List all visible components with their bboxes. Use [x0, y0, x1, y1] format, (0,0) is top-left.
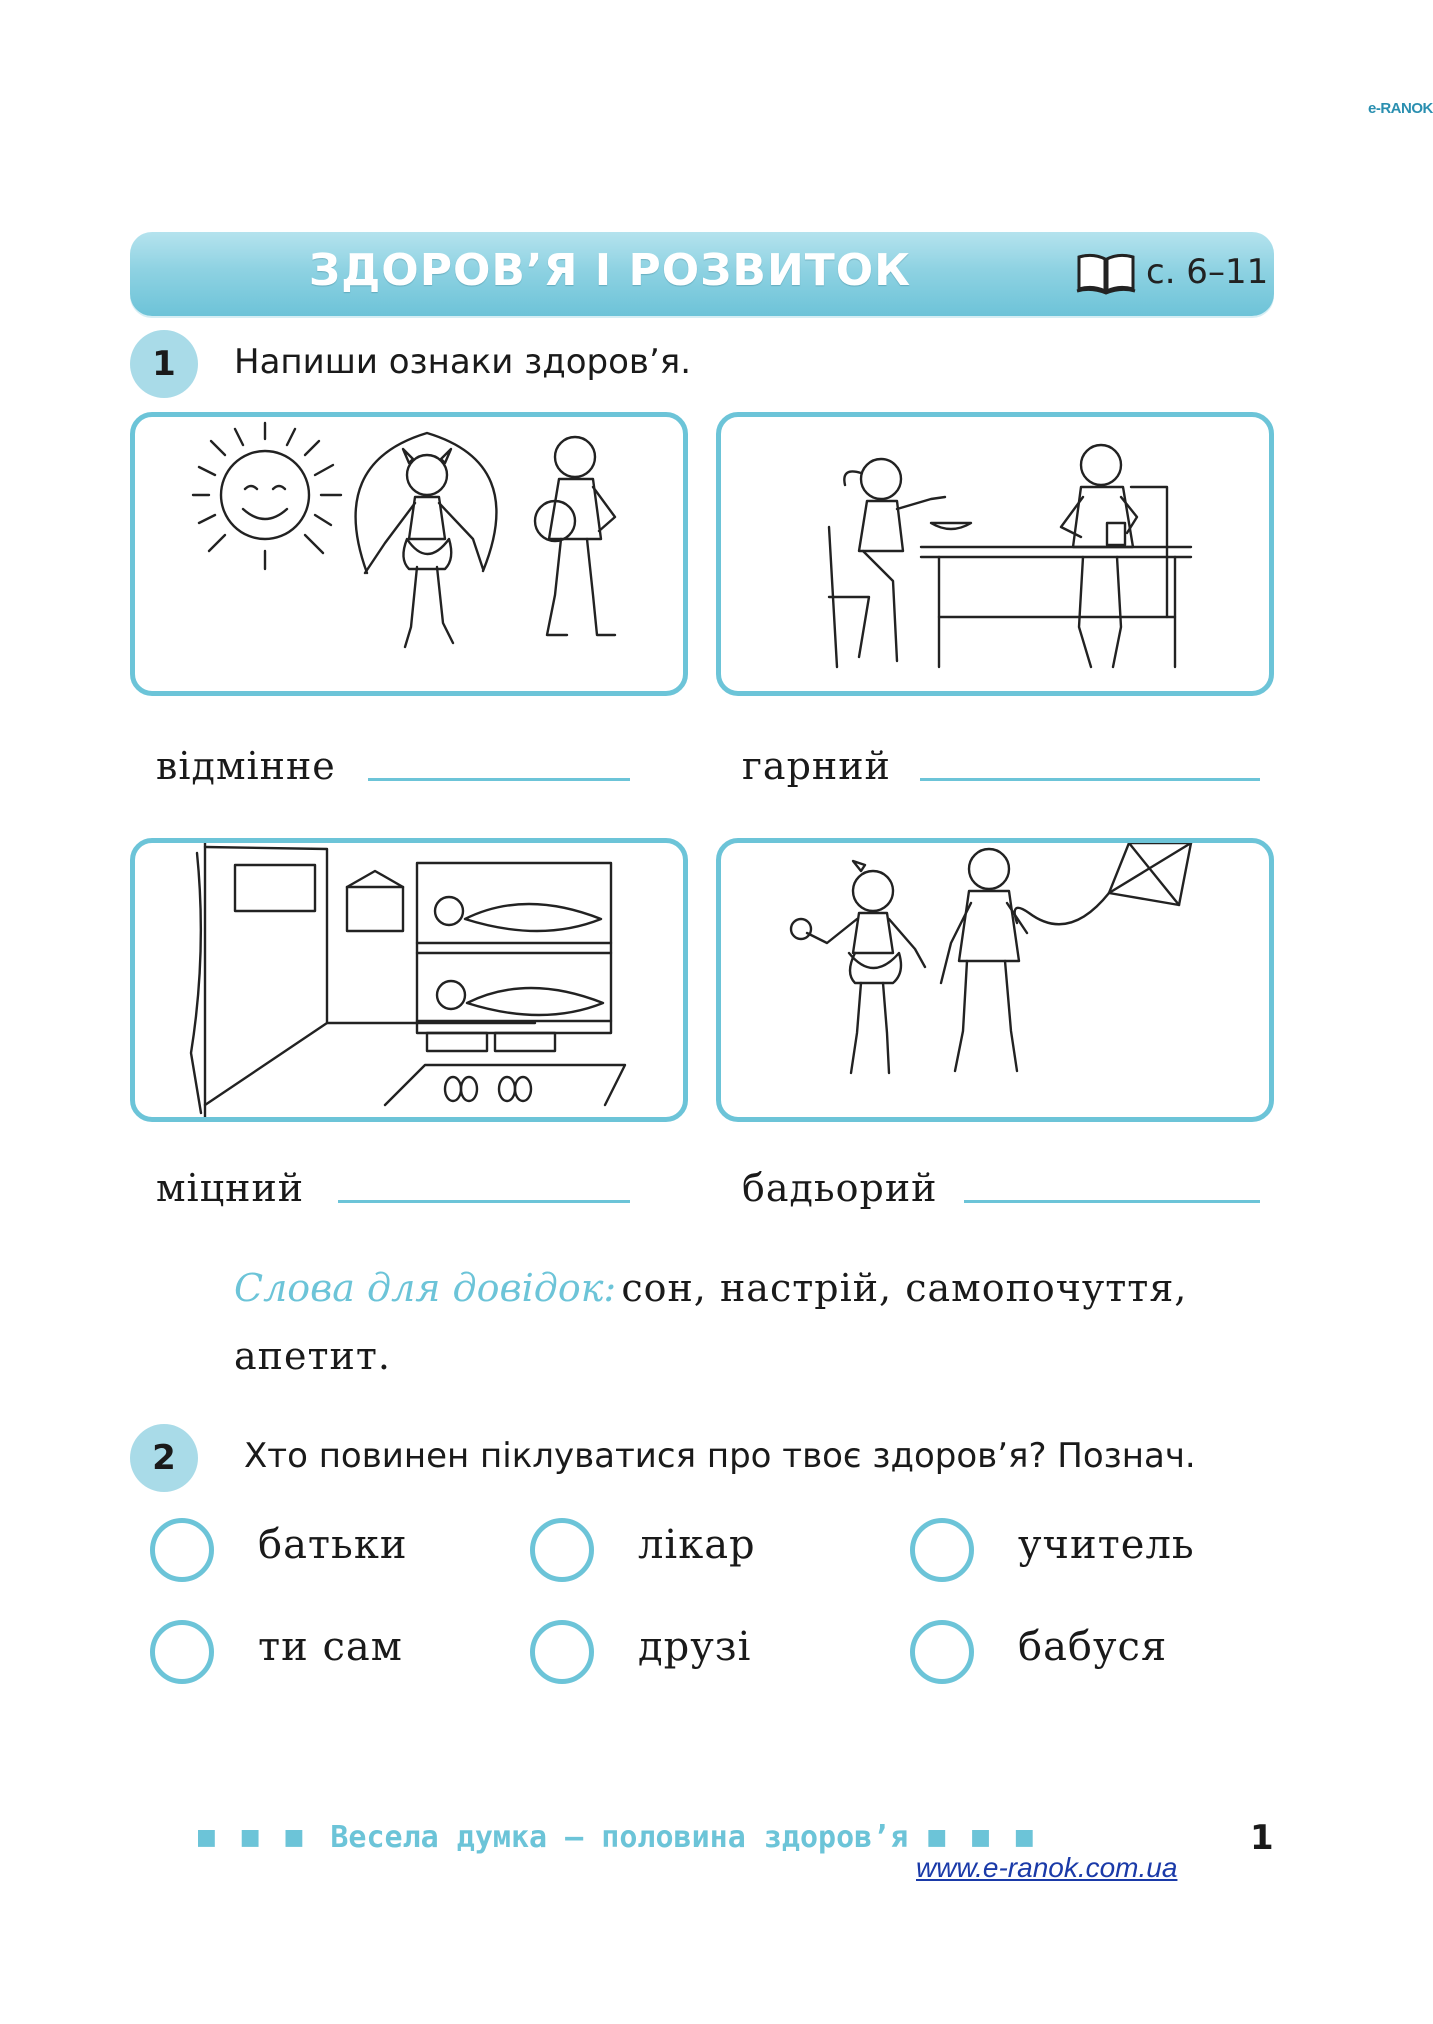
picture-frame-children-kite [716, 838, 1274, 1122]
publisher-logo: e-RANOK [1368, 100, 1433, 117]
health-trait-word: відмінне [156, 744, 336, 788]
option-label: бабуся [1018, 1624, 1168, 1670]
children-sleeping-illustration [135, 843, 683, 1117]
answer-line-4[interactable] [964, 1200, 1260, 1203]
children-eating-illustration [721, 417, 1269, 691]
option-label: учитель [1018, 1522, 1195, 1568]
textbook-pages-reference: с. 6–11 [1146, 252, 1269, 292]
footer-squares-right: ■ ■ ■ [926, 1825, 1043, 1850]
children-playing-illustration [135, 417, 683, 691]
reference-words [234, 1266, 1187, 1310]
website-link[interactable]: www.e-ranok.com.ua [916, 1852, 1178, 1883]
book-icon [1075, 251, 1137, 295]
option-checkbox-ty-sam[interactable] [150, 1620, 214, 1684]
section-title: ЗДОРОВ’Я І РОЗВИТОК [308, 245, 912, 296]
health-trait-word: міцний [156, 1166, 305, 1210]
health-trait-word: гарний [742, 744, 891, 788]
picture-frame-children-playing [130, 412, 688, 696]
task-number-badge: 2 [130, 1424, 198, 1492]
option-label: ти сам [258, 1624, 403, 1670]
task-1-prompt: Напиши ознаки здоров’я. [234, 342, 692, 382]
picture-frame-children-eating [716, 412, 1274, 696]
answer-line-2[interactable] [920, 778, 1260, 781]
option-label: батьки [258, 1522, 408, 1568]
option-checkbox-uchytel[interactable] [910, 1518, 974, 1582]
option-label: друзі [638, 1624, 752, 1670]
footer-motto [196, 1820, 1043, 1855]
option-label: лікар [638, 1522, 756, 1568]
option-checkbox-babusia[interactable] [910, 1620, 974, 1684]
footer-motto-text: Весела думка — половина здоров’я [330, 1820, 909, 1855]
reference-words-label: Слова для довідок: [234, 1266, 617, 1310]
option-checkbox-batky[interactable] [150, 1518, 214, 1582]
option-checkbox-druzi[interactable] [530, 1620, 594, 1684]
footer-squares-left: ■ ■ ■ [196, 1825, 313, 1850]
answer-line-1[interactable] [368, 778, 630, 781]
page-number: 1 [1250, 1818, 1274, 1858]
task-number-badge: 1 [130, 330, 198, 398]
reference-words-list-continued: апетит. [234, 1334, 391, 1378]
reference-words-list: сон, настрій, самопочуття, [621, 1266, 1188, 1310]
task-2-prompt: Хто повинен піклуватися про твоє здоров’я? Познач. [244, 1436, 1196, 1476]
health-trait-word: бадьорий [742, 1166, 938, 1210]
picture-frame-children-sleeping [130, 838, 688, 1122]
option-checkbox-likar[interactable] [530, 1518, 594, 1582]
children-kite-illustration [721, 843, 1269, 1117]
answer-line-3[interactable] [338, 1200, 630, 1203]
